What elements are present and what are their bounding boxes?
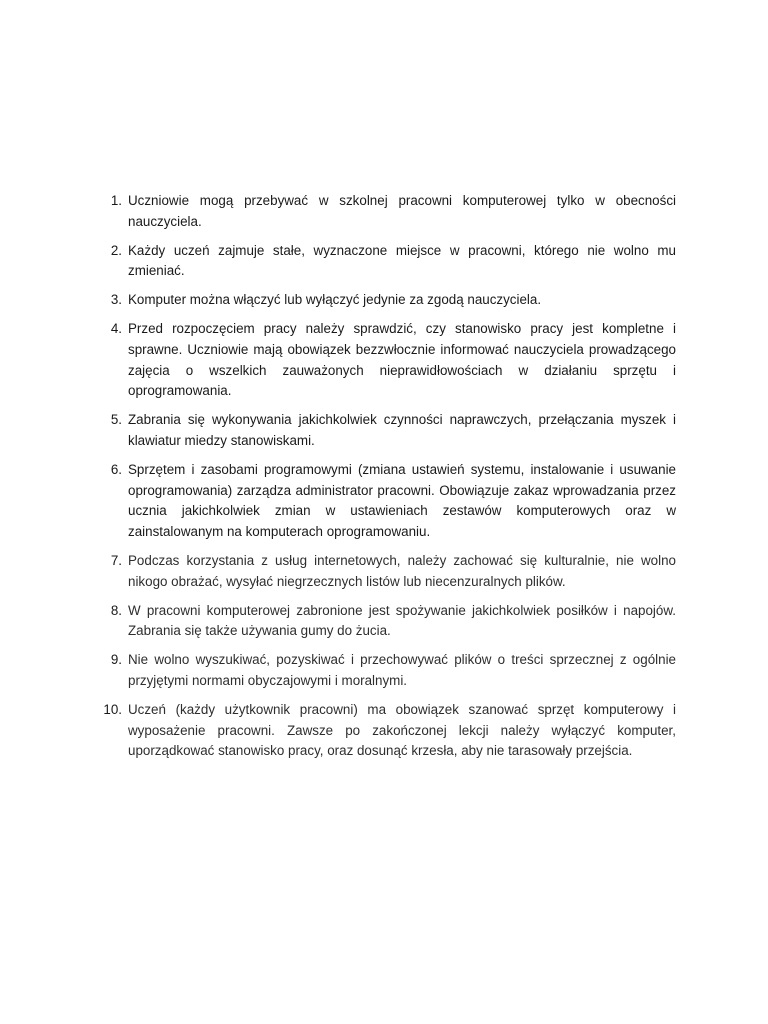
rule-number: 6. — [110, 462, 122, 478]
rule-number: 1. — [110, 193, 122, 208]
rule-item — [96, 290, 676, 311]
rule-item — [96, 241, 676, 282]
rule-text: Zabrania się wykonywania jakichkolwiek czynności naprawczych, przełączania myszek i klawiatur miedzy stanowiskami. — [128, 412, 676, 448]
rule-item — [96, 191, 676, 232]
rule-number: 4. — [110, 321, 122, 337]
rule-text: Nie wolno wyszukiwać, pozyskiwać i przechowywać plików o treści sprzecznej z ogólnie przyjętymi normami obyczajowymi i moralnymi. — [128, 652, 676, 688]
rule-text: Uczniowie mogą przebywać w szkolnej pracowni komputerowej tylko w obecności nauczyciela. — [128, 193, 676, 229]
rule-item — [96, 551, 676, 592]
rule-text: Podczas korzystania z usług internetowych, należy zachować się kulturalnie, nie wolno nikogo obrażać, wysyłać niegrzecznych listów lub niecenzuralnych plików. — [128, 552, 676, 589]
rule-item — [96, 460, 676, 542]
rule-number: 2. — [110, 242, 122, 258]
rule-item — [96, 601, 676, 642]
rule-item — [96, 410, 676, 451]
rule-text: Sprzętem i zasobami programowymi (zmiana ustawień systemu, instalowanie i usuwanie oprogramowania) zarządza administrator pracowni. Obowiązuje zakaz wprowadzania przez ucznia jakichkolwiek zmian w ustawieniach zestawów komputerowych oraz w zainstalowanym na komputerach oprogramowaniu. — [128, 462, 676, 539]
rules-list — [96, 191, 676, 770]
rule-number: 7. — [110, 552, 122, 568]
rule-text: W pracowni komputerowej zabronione jest spożywanie jakichkolwiek posiłków i napojów. Zabrania się także używania gumy do żucia. — [128, 602, 676, 639]
rule-item — [96, 700, 676, 762]
rule-item — [96, 319, 676, 401]
rule-number: 5. — [110, 412, 122, 428]
rule-number: 8. — [110, 602, 122, 618]
rule-number: 10. — [103, 701, 122, 717]
rule-text: Uczeń (każdy użytkownik pracowni) ma obowiązek szanować sprzęt komputerowy i wyposażenie pracowni. Zawsze po zakończonej lekcji należy wyłączyć komputer, uporządkować stanowisko pracy, oraz dosunąć krzesła, aby nie tarasowały przejścia. — [128, 701, 676, 759]
rule-number: 3. — [110, 292, 122, 308]
rule-text: Przed rozpoczęciem pracy należy sprawdzić, czy stanowisko pracy jest kompletne i sprawne. Uczniowie mają obowiązek bezzwłocznie informować nauczyciela prowadzącego zajęcia o wszelkich zauważonych nieprawidłowościach w działaniu sprzętu i oprogramowania. — [128, 321, 676, 399]
rule-text: Komputer można włączyć lub wyłączyć jedynie za zgodą nauczyciela. — [128, 292, 542, 308]
rule-text: Każdy uczeń zajmuje stałe, wyznaczone miejsce w pracowni, którego nie wolno mu zmieniać. — [128, 242, 676, 279]
rule-item — [96, 650, 676, 691]
rule-number: 9. — [110, 652, 122, 668]
